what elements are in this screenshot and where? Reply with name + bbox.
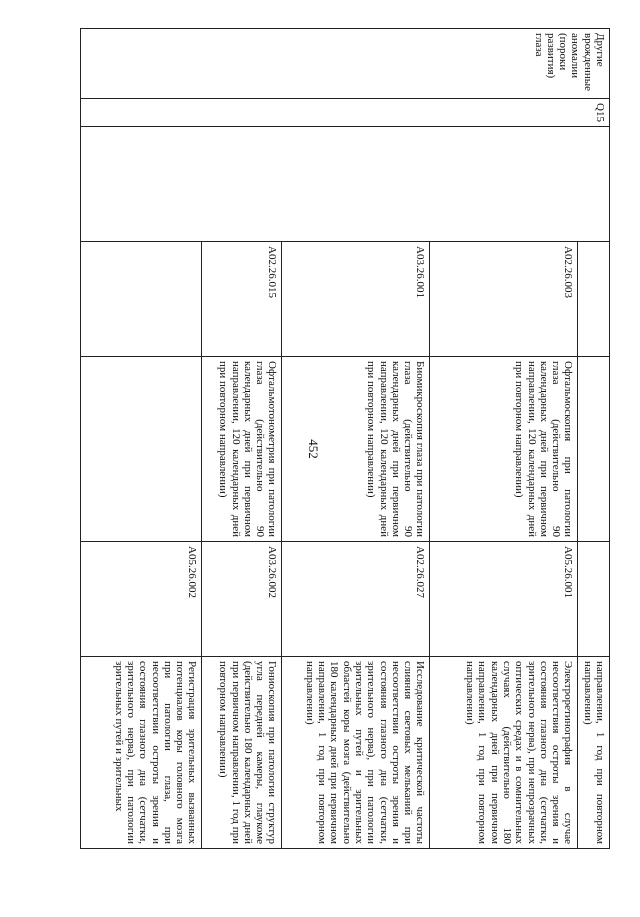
name-cell — [81, 357, 202, 542]
group-name-cell — [81, 29, 610, 99]
sub-name-cell: Исследование критической частоты слияния световых мельканий при несоответствии остроты зрения и состояния глазного дна (сетчатки, зрительного нерва), при патологии зрительных путей и зрительных областей коры мозга (действительно 180 календарных дней при первичном направлении, 1 год при повторном направлении) — [282, 657, 430, 849]
rotated-table-page — [80, 28, 610, 848]
name-cell: Биомикроскопия глаза при патологии глаза (действительно 90 календарных дней при первичном направлении, 120 календарных дней при повторном направлении) — [282, 357, 430, 542]
name-cell: Офтальмотонометрия при патологии глаза (действительно 90 календарных дней при первичном направлении, 120 календарных дней при повторном направлении) — [202, 357, 282, 542]
empty-cell — [578, 542, 610, 657]
table-row — [578, 29, 610, 849]
empty-cell — [578, 357, 610, 542]
group-code-cell — [81, 99, 610, 127]
group-code: Q15 — [594, 103, 606, 122]
services-table — [80, 28, 610, 849]
sub-code-cell: A05.26.002 — [81, 542, 202, 657]
description-text: направлении, 1 год при повторном направлении) — [581, 661, 606, 844]
sub-name-cell: Гониоскопия при патологии структур угла передней камеры, глаукоме (действительно 180 календарных дней при первичном направлении, 1 год при повторном направлении) — [202, 657, 282, 849]
code-cell: A02.26.003 — [430, 242, 578, 357]
code-cell: A03.26.001 — [282, 242, 430, 357]
empty-cell — [578, 242, 610, 357]
code-cell — [81, 242, 202, 357]
group-name: Другие врожденные аномалии (пороки развития) глаза — [532, 33, 606, 92]
description-cell — [578, 657, 610, 849]
empty-cell — [81, 127, 610, 242]
code-cell: A02.26.015 — [202, 242, 282, 357]
sub-code-cell: A03.26.002 — [202, 542, 282, 657]
name-cell: Офтальмоскопия при патологии глаза (действительно 90 календарных дней при первичном направлении, 120 календарных дней при повторном направлении) — [430, 357, 578, 542]
sub-name-cell: Регистрация зрительных вызванных потенциалов коры головного мозга при патологии глаза, при несоответствии остроты зрения и состояния глазного дна (сетчатки, зрительного нерва), при патологии зрительных путей и зрительных — [81, 657, 202, 849]
page-number: 452 — [305, 439, 321, 459]
sub-name-cell: Электроретинография в случае несоответствия остроты зрения и состояния глазного дна (сетчатки, зрительного нерва), при непрозрачных оптических средах и в сомнительных случаях (действительно 180 календарных дней при первичном направлении, 1 год при повторном направлении) — [430, 657, 578, 849]
sub-code-cell: A05.26.001 — [430, 542, 578, 657]
sub-code-cell: A02.26.027 — [282, 542, 430, 657]
